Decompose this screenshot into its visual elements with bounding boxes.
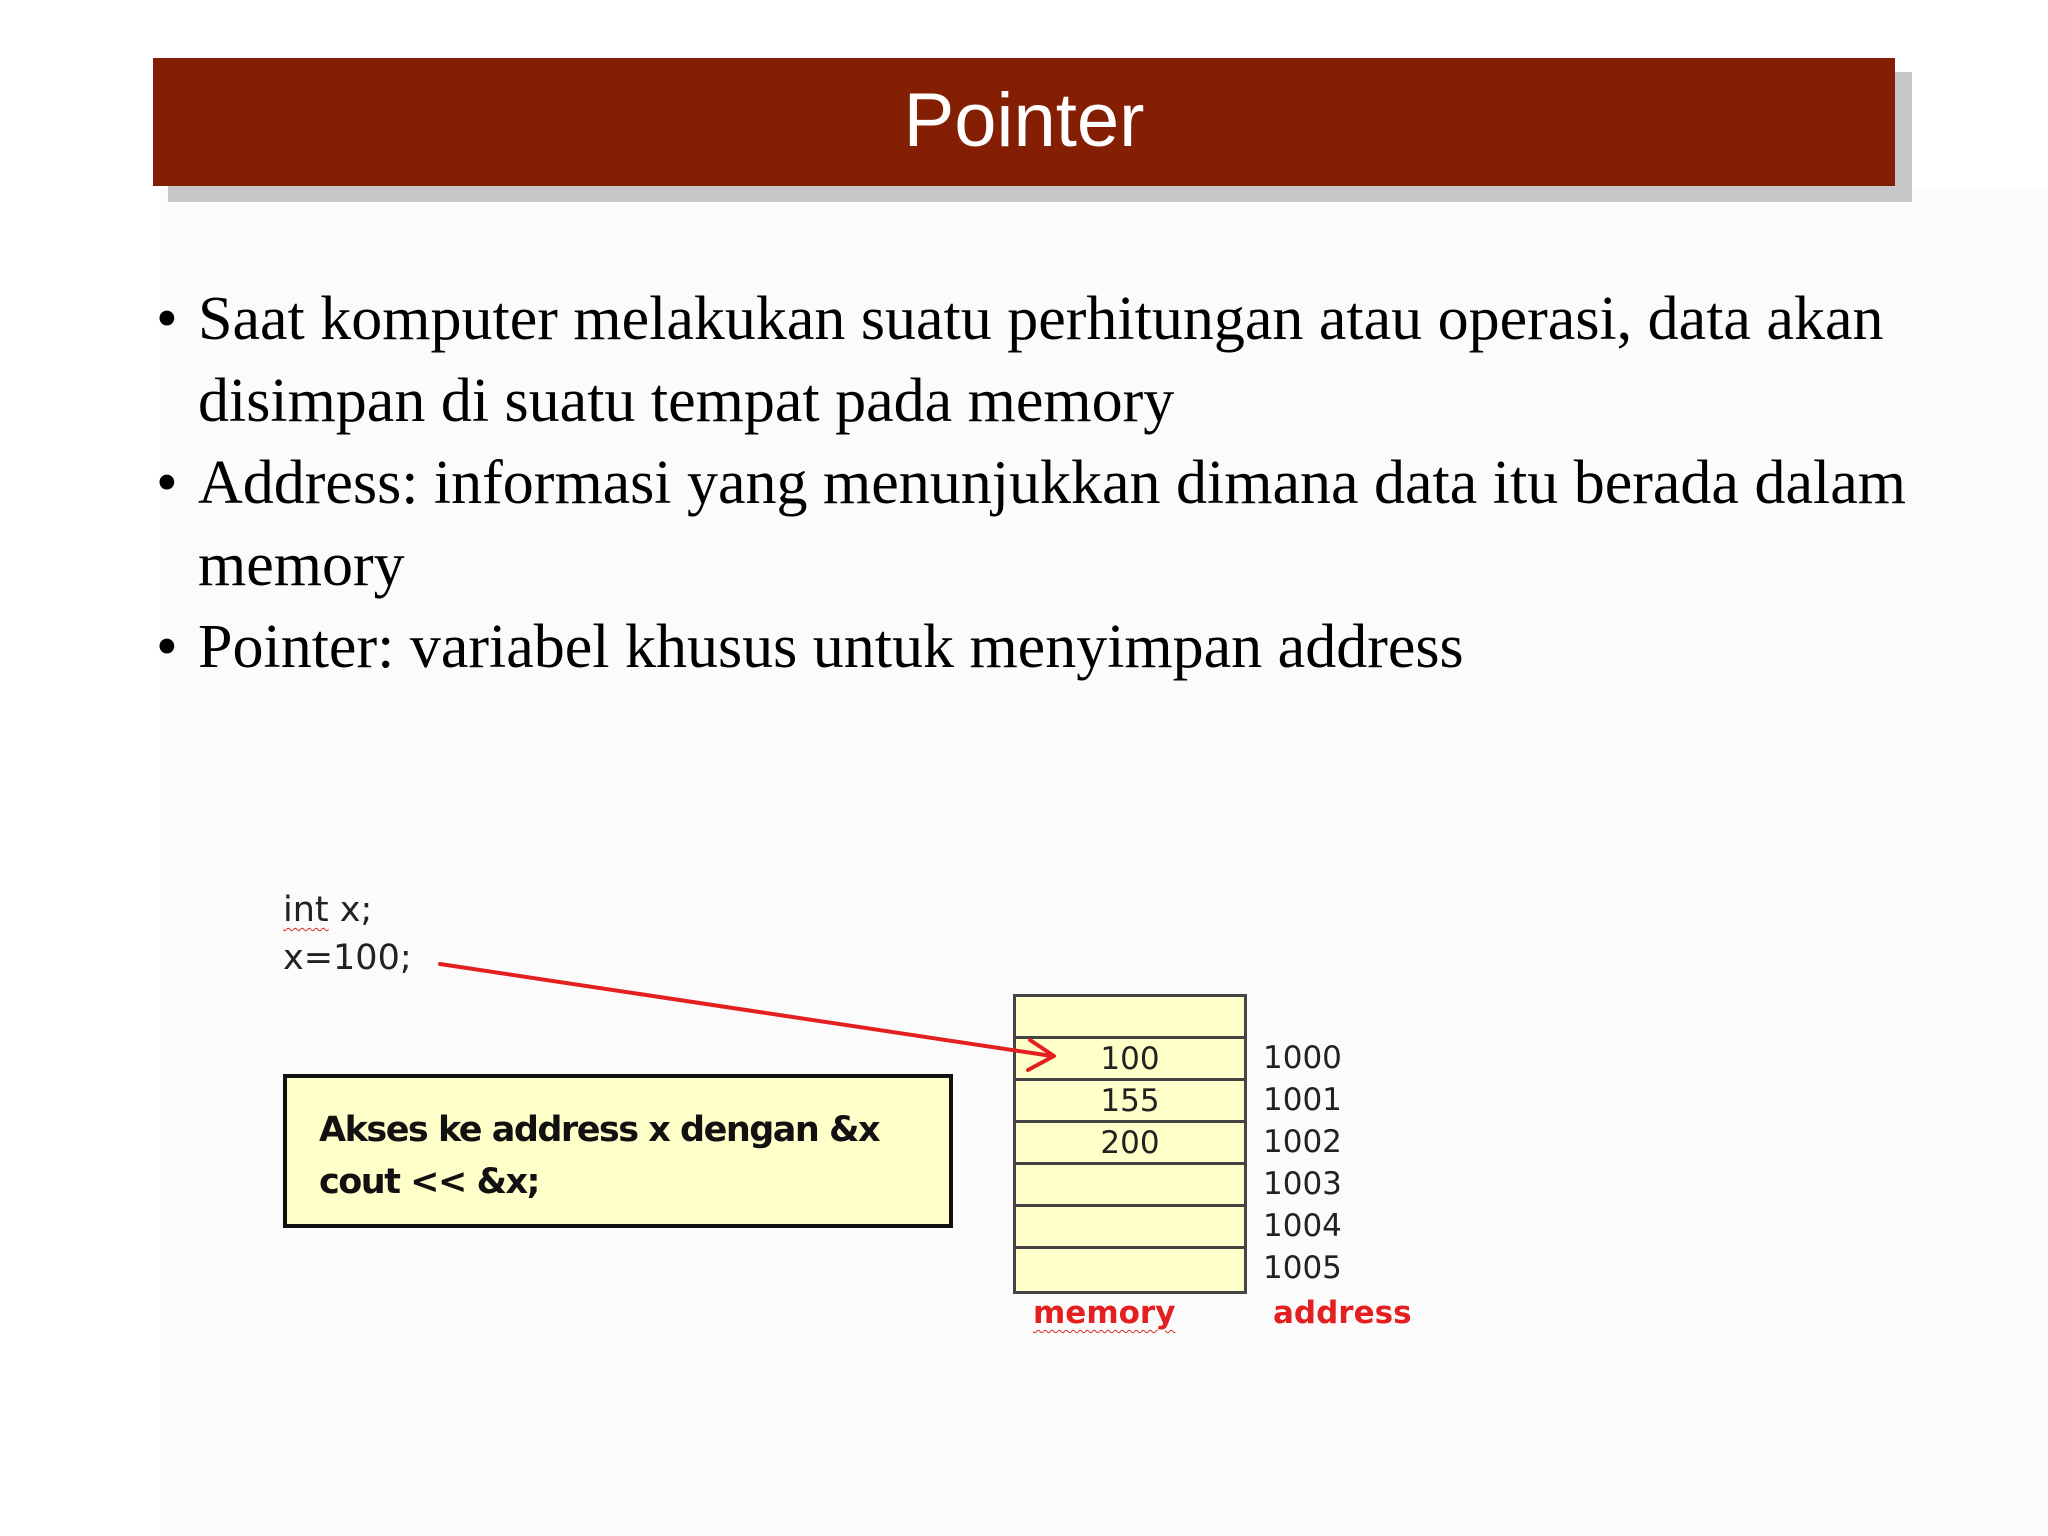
address-label: 1000 bbox=[1263, 1040, 1342, 1076]
arrow-line bbox=[440, 964, 1052, 1056]
bullet-text: Address: informasi yang menunjukkan dimana data itu berada dalam memory bbox=[198, 449, 1906, 599]
address-caption: address bbox=[1273, 1295, 1412, 1331]
bullet-marker: • bbox=[156, 285, 178, 353]
bullet-text: Saat komputer melakukan suatu perhitungan atau operasi, data akan disimpan di suatu tempat pada memory bbox=[198, 285, 1884, 435]
memory-cell: 100 bbox=[1016, 1036, 1244, 1078]
code-keyword-int: int bbox=[283, 890, 329, 930]
address-label: 1002 bbox=[1263, 1124, 1342, 1160]
bullet-marker: • bbox=[156, 613, 178, 681]
memory-cell: 200 bbox=[1016, 1120, 1244, 1162]
address-label: 1003 bbox=[1263, 1166, 1342, 1202]
memory-caption: memory bbox=[1033, 1295, 1176, 1331]
note-line: cout << &x; bbox=[319, 1162, 540, 1202]
address-label: 1004 bbox=[1263, 1208, 1342, 1244]
code-line: x=100; bbox=[283, 938, 412, 978]
address-label: 1005 bbox=[1263, 1250, 1342, 1286]
note-line: Akses ke address x dengan &x bbox=[319, 1110, 880, 1150]
slide-title: Pointer bbox=[903, 78, 1145, 163]
bullet-text: Pointer: variabel khusus untuk menyimpan address bbox=[198, 613, 1464, 681]
address-label: 1001 bbox=[1263, 1082, 1342, 1118]
bullet-marker: • bbox=[156, 449, 178, 517]
memory-cell: 155 bbox=[1016, 1078, 1244, 1120]
code-line-rest: x; bbox=[328, 890, 373, 930]
